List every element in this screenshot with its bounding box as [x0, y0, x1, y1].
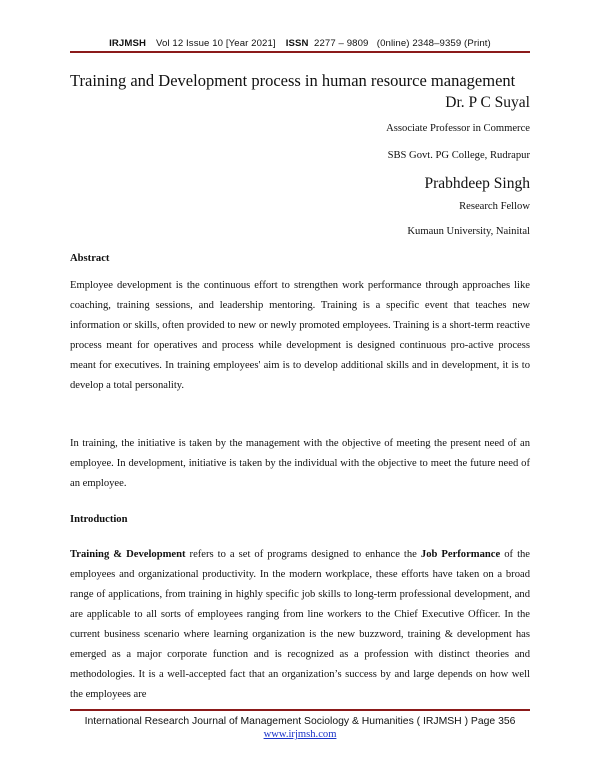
journal-abbreviation: IRJMSH [109, 38, 146, 49]
introduction-paragraph: Training & Development refers to a set of programs designed to enhance the Job Performance of the employees and organizational productivity. In the modern workplace, these efforts have taken on a broad range of applications, from training in highly specific job skills to long-term professional development, and are applicable to all sorts of employees ranging from line workers to the Chief Executive Officer. In the current business scenario where learning organization is the new buzzword, training & development has emerged as a major corporate function and is recognized as a profession with distinct theories and methodologies. It is a well-accepted fact that an organization’s success by and large depends on how well the employees are [70, 549, 531, 700]
journal-website-link[interactable]: www.irjmsh.com [263, 729, 337, 740]
footer-text: International Research Journal of Management Sociology & Humanities ( IRJMSH ) Page 356 [84, 716, 516, 727]
author-name: Dr. P C Suyal [445, 94, 530, 111]
abstract-paragraph: In training, the initiative is taken by the management with the objective of meeting the present need of an employee. In development, initiative is taken by the individual with the objective to meet the future need of an employee. [70, 438, 530, 489]
abstract-paragraph: Employee development is the continuous effort to strengthen work performance through approaches like coaching, training sessions, and leadership mentoring. Training is a specific event that teaches new information or skills, often provided to new or newly promoted employees. Training is a short-term reactive process meant for operatives and process while development is designed continuous pro-active process meant for executives. In training employees' aim is to develop additional skills and in development, it is to develop a total personality. [70, 280, 530, 391]
author-affiliation-line: Associate Professor in Commerce [386, 123, 530, 134]
issn-online: (0nline) 2348–9359 (Print) [376, 38, 491, 49]
running-header [70, 38, 530, 49]
author-name: Prabhdeep Singh [424, 175, 530, 192]
footer-rule [70, 709, 530, 711]
author-affiliation-line: Kumaun University, Nainital [407, 226, 530, 237]
term-training-development: Training & Development [70, 549, 186, 560]
term-job-performance: Job Performance [420, 549, 501, 560]
author-affiliation-line: SBS Govt. PG College, Rudrapur [387, 150, 530, 161]
abstract-heading: Abstract [70, 253, 110, 264]
volume-issue: Vol 12 Issue 10 [Year 2021] [156, 38, 276, 49]
issn-label: ISSN [285, 38, 309, 49]
issn-value: 2277 – 9809 [314, 38, 369, 49]
paper-title: Training and Development process in human resource management [70, 71, 516, 90]
footer-link-wrap [70, 729, 530, 740]
header-rule [70, 51, 530, 53]
author-affiliation-line: Research Fellow [459, 201, 530, 212]
introduction-heading: Introduction [70, 514, 128, 525]
